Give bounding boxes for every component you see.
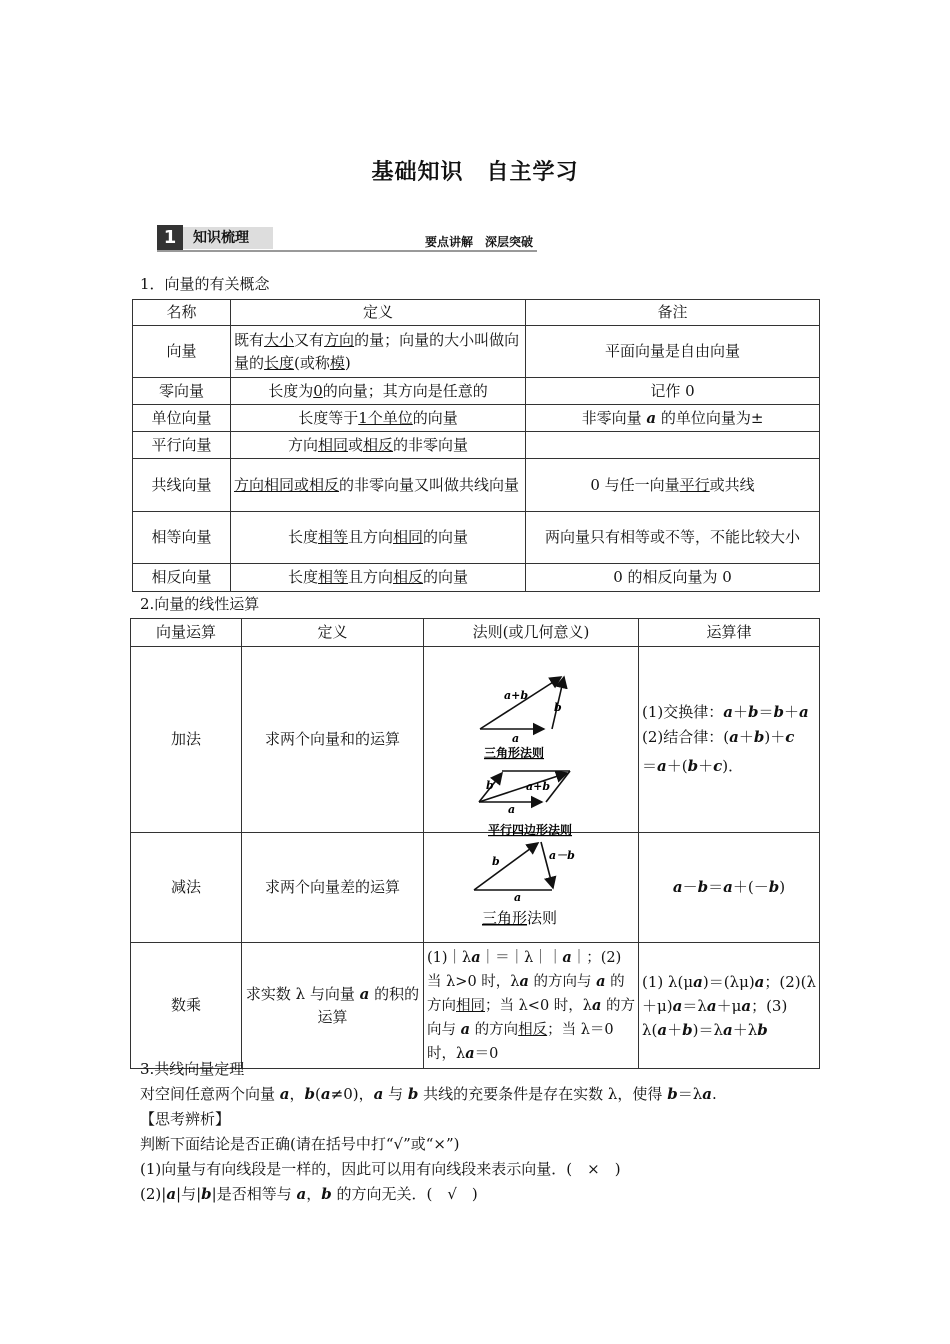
row-name: 相等向量	[133, 512, 231, 564]
section-banner	[157, 225, 537, 252]
question-2: (2)|a|与|b|是否相等与 a，b 的方向无关．( √ )	[140, 1185, 478, 1203]
answer-mark: ×	[587, 1160, 600, 1178]
operations-table	[130, 618, 820, 1069]
table-header: 定义	[242, 619, 424, 647]
table-row	[133, 459, 820, 512]
label-b: b	[554, 701, 562, 714]
table-row	[133, 564, 820, 592]
row-definition: 方向相同或相反的非零向量	[231, 432, 526, 459]
row-definition: 长度相等且方向相同的向量	[231, 512, 526, 564]
caption-parallelogram-rule: 平行四边形法则	[488, 823, 573, 837]
page-title: 基础知识 自主学习	[371, 160, 579, 185]
label-a: a	[512, 732, 520, 745]
subtraction-diagram	[424, 833, 639, 935]
table-row	[131, 833, 820, 943]
table-header: 法则(或几何意义)	[424, 619, 639, 647]
row-note: 0 与任一向量平行或共线	[526, 459, 820, 512]
op-name: 加法	[131, 647, 242, 833]
row-name: 向量	[133, 326, 231, 378]
op-rule	[424, 647, 639, 837]
answer-mark: √	[447, 1185, 457, 1203]
row-name: 相反向量	[133, 564, 231, 592]
table-row	[133, 432, 820, 459]
label-b: b	[492, 855, 500, 868]
banner-number: 1	[157, 225, 183, 251]
concepts-table	[132, 299, 820, 592]
table-header: 定义	[231, 300, 526, 326]
row-note: 记作 0	[526, 378, 820, 405]
op-laws: a－b＝a＋(－b)	[639, 833, 820, 943]
op-laws: (1) λ(μa)＝(λμ)a；(2)(λ＋μ)a＝λa＋μa；(3) λ(a＋b)＝λa＋λb	[639, 943, 820, 1069]
para-label-sum: a+b	[526, 780, 551, 793]
row-note: 非零向量 a 的单位向量为±	[526, 405, 820, 432]
row-note: 0 的相反向量为 0	[526, 564, 820, 592]
op-definition: 求两个向量和的运算	[242, 647, 424, 833]
label-a: a	[514, 891, 522, 904]
label-diff: a－b	[549, 849, 575, 862]
caption-triangle-rule: 三角形法则	[484, 746, 545, 760]
question-1: (1)向量与有向线段是一样的，因此可以用有向线段来表示向量．( × )	[140, 1160, 621, 1178]
row-name: 零向量	[133, 378, 231, 405]
row-name: 共线向量	[133, 459, 231, 512]
row-name: 单位向量	[133, 405, 231, 432]
table-header: 向量运算	[131, 619, 242, 647]
think-intro: 判断下面结论是否正确(请在括号中打“√”或“×”)	[140, 1135, 460, 1153]
section3-heading: 3.共线向量定理	[140, 1060, 245, 1078]
para-label-b: b	[486, 779, 494, 792]
table-row	[131, 943, 820, 1069]
vector-sum-arrow	[480, 677, 561, 729]
row-definition: 长度为0的向量；其方向是任意的	[231, 378, 526, 405]
op-rule	[424, 833, 639, 943]
table-row	[133, 405, 820, 432]
addition-diagrams	[424, 647, 639, 837]
row-definition: 既有大小又有方向的量；向量的大小叫做向量的长度(或称模)	[231, 326, 526, 378]
think-heading: 【思考辨析】	[140, 1110, 231, 1128]
caption-triangle-rule: 三角形法则	[482, 909, 558, 927]
row-definition: 长度相等且方向相反的向量	[231, 564, 526, 592]
section1-heading: 1．向量的有关概念	[140, 275, 270, 293]
op-name: 数乘	[131, 943, 242, 1069]
banner-subtitle: 要点讲解 深层突破	[424, 235, 533, 249]
table-row	[133, 378, 820, 405]
collinear-theorem: 对空间任意两个向量 a，b(a≠0)，a 与 b 共线的充要条件是存在实数 λ，使得 b＝λa.	[140, 1085, 717, 1103]
banner-tab: 知识梳理	[183, 227, 273, 249]
row-definition: 长度等于1个单位的向量	[231, 405, 526, 432]
table-header: 运算律	[639, 619, 820, 647]
row-note: 平面向量是自由向量	[526, 326, 820, 378]
op-definition: 求两个向量差的运算	[242, 833, 424, 943]
row-note: 两向量只有相等或不等，不能比较大小	[526, 512, 820, 564]
row-definition: 方向相同或相反的非零向量又叫做共线向量	[231, 459, 526, 512]
banner-rule	[157, 250, 537, 252]
table-row	[133, 326, 820, 378]
op-definition: 求实数 λ 与向量 a 的积的运算	[242, 943, 424, 1069]
op-rule: (1)｜λa｜＝｜λ｜｜a｜；(2)当 λ>0 时，λa 的方向与 a 的方向相同；当 λ<0 时，λa 的方向与 a 的方向相反；当 λ＝0 时，λa＝0	[424, 943, 639, 1069]
table-row	[131, 647, 820, 833]
row-name: 平行向量	[133, 432, 231, 459]
row-note	[526, 432, 820, 459]
table-header: 备注	[526, 300, 820, 326]
vector-b-arrow	[474, 843, 538, 890]
op-name: 减法	[131, 833, 242, 943]
para-label-a: a	[508, 803, 516, 816]
op-laws: (1)交换律：a＋b＝b＋a (2)结合律：(a＋b)＋c ＝a＋(b＋c)．	[639, 647, 820, 833]
table-header: 名称	[133, 300, 231, 326]
section2-heading: 2.向量的线性运算	[140, 595, 260, 613]
label-sum: a+b	[504, 689, 529, 702]
table-row	[133, 512, 820, 564]
